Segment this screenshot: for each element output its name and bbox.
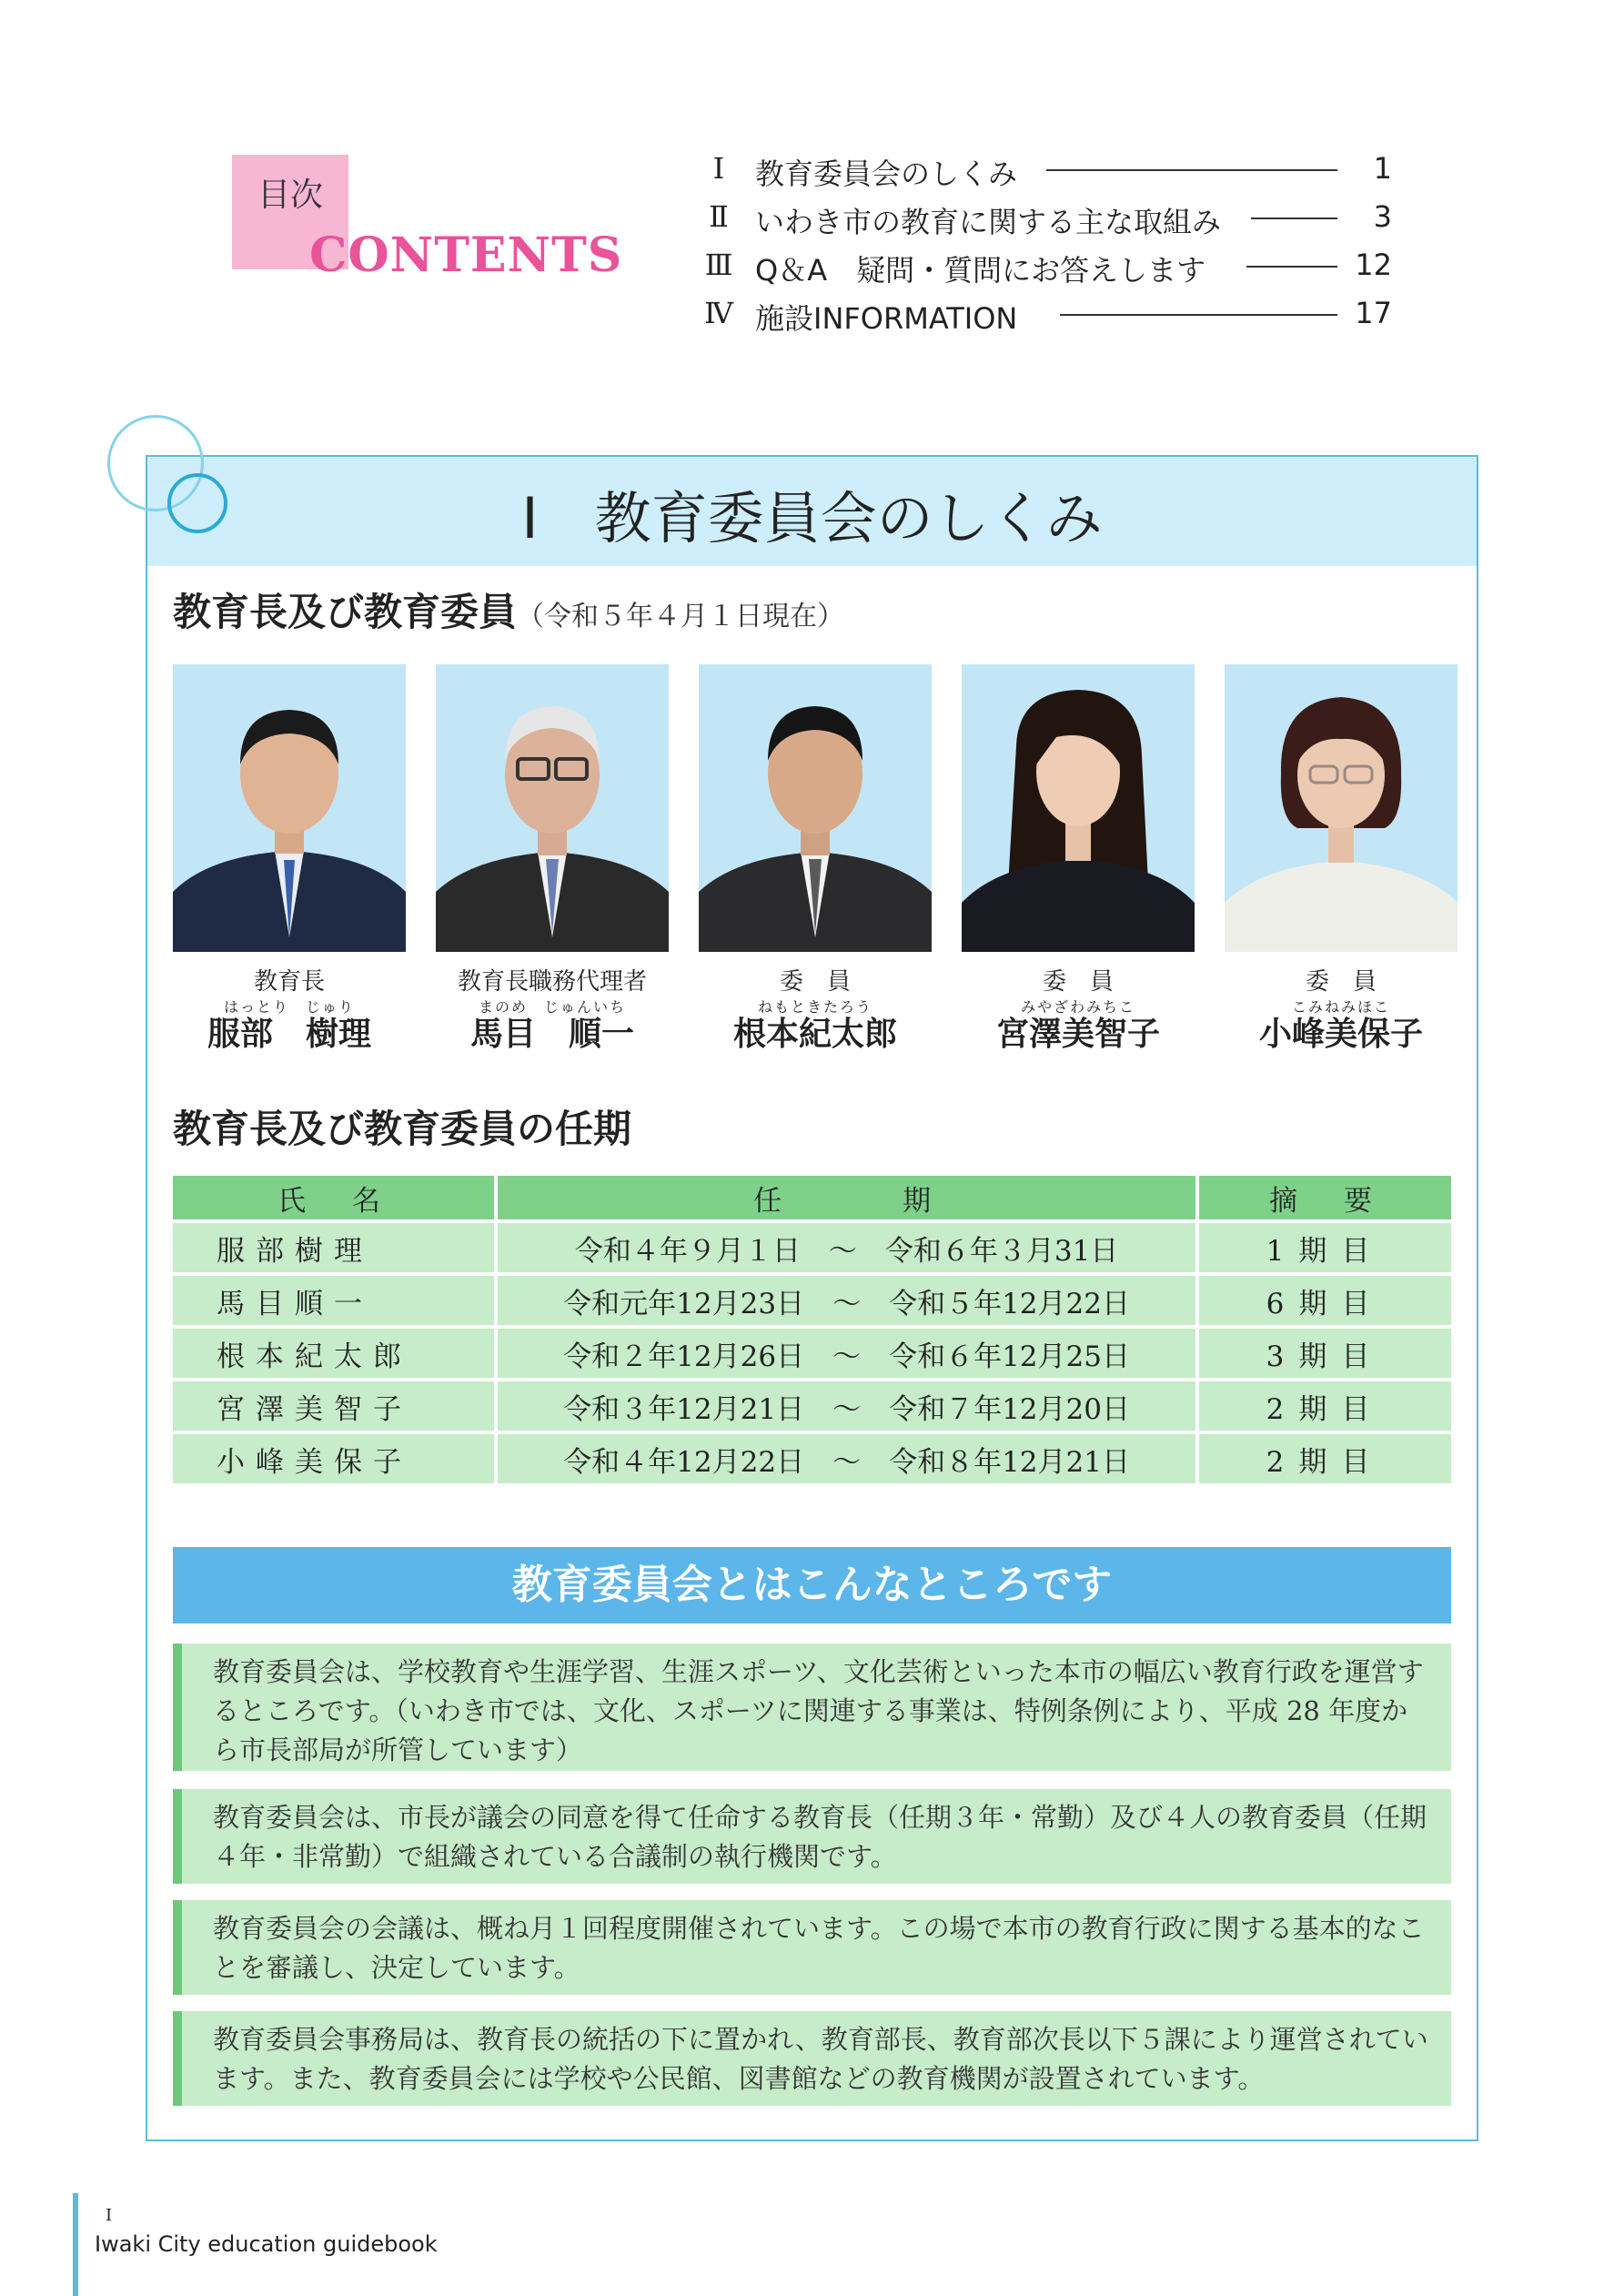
contents-label-en: CONTENTS: [309, 228, 623, 283]
table-row: [173, 1431, 1451, 1483]
table-row: [173, 1325, 1451, 1378]
member-photo: [436, 664, 669, 952]
member-role: 委 員: [779, 968, 851, 996]
toc-item-title: Q＆A 疑問・質問にお答えします: [755, 253, 1206, 288]
toc-leader-line: [1246, 266, 1337, 268]
term-member-name: 宮澤美智子: [173, 1378, 494, 1431]
member-name: 宮澤美智子: [995, 1016, 1160, 1053]
toc-item[interactable]: [701, 248, 1392, 288]
member-name: 馬目 順一: [469, 1016, 634, 1053]
member-name-ruby: はっとり じゅり: [223, 998, 355, 1016]
member-name: 根本紀太郎: [732, 1016, 897, 1053]
toc-leader-line: [1060, 314, 1337, 316]
term-table: [173, 1176, 1451, 1483]
footer-guidebook-title: Iwaki City education guidebook: [95, 2231, 438, 2257]
table-row: [173, 1219, 1451, 1272]
toc-item-title: いわき市の教育に関する主な取組み: [755, 205, 1222, 239]
about-paragraph: 教育委員会は、学校教育や生涯学習、生涯スポーツ、文化芸術といった本市の幅広い教育行政を運営するところです。（いわき市では、文化、スポーツに関連する事業は、特例条例により、平成 28 年度から市長部局が所管しています）: [173, 1644, 1451, 1771]
member-role: 教育長: [253, 968, 325, 996]
members-heading-row: [173, 582, 844, 637]
term-table-header: 任 期: [494, 1176, 1199, 1219]
term-period: 令和４年９月１日 ～ 令和６年３月31日: [494, 1219, 1199, 1272]
member-name: 小峰美保子: [1258, 1016, 1423, 1053]
toc-item-number: Ⅳ: [704, 296, 733, 330]
member-photo: [962, 664, 1195, 952]
term-period: 令和４年12月22日 ～ 令和８年12月21日: [494, 1431, 1199, 1483]
member-name-ruby: ねもときたろう: [757, 998, 873, 1016]
toc-item[interactable]: [701, 296, 1392, 336]
member-photo: [173, 664, 406, 952]
member-name: 服部 樹理: [207, 1016, 371, 1053]
toc-item-title: 施設INFORMATION: [755, 301, 1018, 336]
members-heading: 教育長及び教育委員: [173, 590, 518, 634]
member-name-ruby: みやざわみちこ: [1020, 998, 1135, 1016]
member-photo: [1225, 664, 1458, 952]
toc-leader-line: [1251, 217, 1337, 219]
term-count: 2期目: [1199, 1431, 1451, 1483]
toc-item-page: 3: [1373, 199, 1392, 234]
toc-leader-line: [1046, 169, 1337, 171]
member-photo: [699, 664, 932, 952]
about-heading: 教育委員会とはこんなところです: [173, 1547, 1451, 1623]
table-row: [173, 1378, 1451, 1431]
toc-item-page: 1: [1373, 151, 1392, 186]
toc-item-number: Ⅱ: [709, 199, 729, 234]
footer-page-number: Ⅰ: [106, 2206, 113, 2225]
term-count: 1期目: [1199, 1219, 1451, 1272]
member-role: 教育長職務代理者: [457, 968, 647, 996]
toc-item-number: Ⅲ: [704, 248, 733, 282]
member-name-ruby: こみねみほこ: [1291, 998, 1390, 1016]
term-member-name: 服部樹理: [173, 1219, 494, 1272]
member-role: 委 員: [1042, 968, 1114, 996]
member-role: 委 員: [1305, 968, 1377, 996]
toc-item-page: 17: [1355, 296, 1392, 330]
members-as-of-date: （令和５年４月１日現在）: [517, 601, 845, 632]
term-count: 2期目: [1199, 1378, 1451, 1431]
term-period: 令和元年12月23日 ～ 令和５年12月22日: [494, 1272, 1199, 1325]
toc-item-title: 教育委員会のしくみ: [755, 157, 1018, 191]
term-heading: 教育長及び教育委員の任期: [173, 1107, 632, 1151]
about-paragraph: 教育委員会事務局は、教育長の統括の下に置かれ、教育部長、教育部次長以下５課により運営されています。また、教育委員会には学校や公民館、図書館などの教育機関が設置されています。: [173, 2011, 1451, 2106]
term-period: 令和３年12月21日 ～ 令和７年12月20日: [494, 1378, 1199, 1431]
toc-item[interactable]: [701, 199, 1392, 239]
toc-item-number: Ⅰ: [712, 151, 725, 186]
section-title: Ⅰ 教育委員会のしくみ: [521, 485, 1103, 551]
term-member-name: 根本紀太郎: [173, 1325, 494, 1378]
term-table-header: 摘 要: [1199, 1176, 1451, 1219]
toc-item[interactable]: [701, 151, 1392, 191]
term-table-header: 氏 名: [173, 1176, 494, 1219]
table-row: [173, 1272, 1451, 1325]
footer-accent-bar: [73, 2193, 78, 2296]
toc-item-page: 12: [1355, 248, 1392, 282]
term-member-name: 小峰美保子: [173, 1431, 494, 1483]
about-paragraph: 教育委員会の会議は、概ね月１回程度開催されています。この場で本市の教育行政に関する基本的なことを審議し、決定しています。: [173, 1900, 1451, 1995]
contents-label-jp: 目次: [257, 177, 324, 214]
term-count: 6期目: [1199, 1272, 1451, 1325]
term-member-name: 馬目順一: [173, 1272, 494, 1325]
term-period: 令和２年12月26日 ～ 令和６年12月25日: [494, 1325, 1199, 1378]
about-paragraph: 教育委員会は、市長が議会の同意を得て任命する教育長（任期３年・常勤）及び４人の教育委員（任期４年・非常勤）で組織されている合議制の執行機関です。: [173, 1789, 1451, 1884]
member-name-ruby: まのめ じゅんいち: [478, 998, 626, 1016]
term-count: 3期目: [1199, 1325, 1451, 1378]
